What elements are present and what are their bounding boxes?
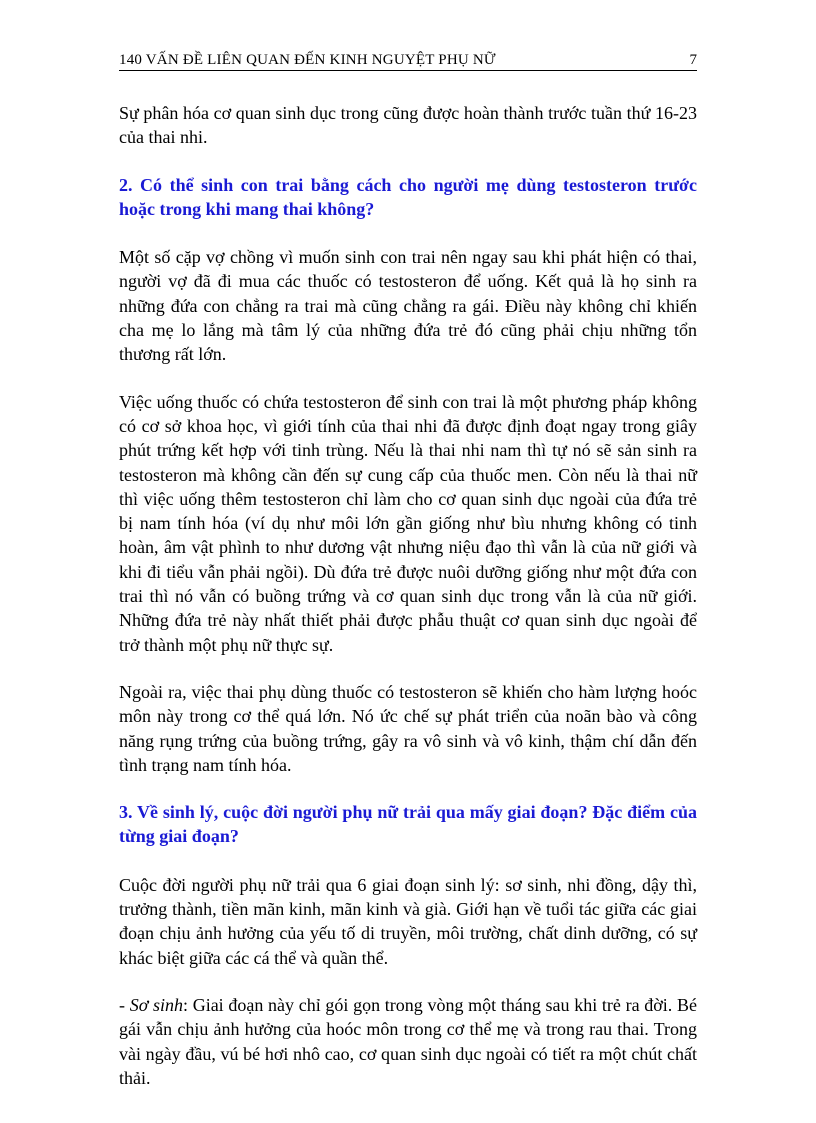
stage-text: : Giai đoạn này chỉ gói gọn trong vòng một tháng sau khi trẻ ra đời. Bé gái vẫn chịu ảnh hưởng của hoóc môn trong cơ thể mẹ và trong rau thai. Trong vài ngày đầu, vú bé hơi nhô cao, cơ quan sinh dục ngoài có tiết ra một chút chất thải. bbox=[119, 994, 697, 1088]
stage-newborn-paragraph bbox=[119, 993, 697, 1090]
running-title: 140 VẤN ĐỀ LIÊN QUAN ĐẾN KINH NGUYỆT PHỤ NỮ bbox=[119, 52, 496, 68]
page-header bbox=[119, 50, 697, 71]
stage-prefix: - bbox=[119, 994, 130, 1015]
q2-paragraph-3: Ngoài ra, việc thai phụ dùng thuốc có testosteron sẽ khiến cho hàm lượng hoóc môn này trong cơ thể quá lớn. Nó ức chế sự phát triển của noãn bào và công năng rụng trứng của buồng trứng, gây ra vô sinh và vô kinh, thậm chí dẫn đến tình trạng nam tính hóa. bbox=[119, 681, 697, 775]
intro-paragraph: Sự phân hóa cơ quan sinh dục trong cũng được hoàn thành trước tuần thứ 16-23 của thai nhi. bbox=[119, 103, 697, 148]
page-number: 7 bbox=[689, 52, 697, 68]
question-2-heading: 2. Có thể sinh con trai bằng cách cho người mẹ dùng testosteron trước hoặc trong khi mang thai không? bbox=[119, 174, 697, 219]
q2-paragraph-2: Việc uống thuốc có chứa testosteron để sinh con trai là một phương pháp không có cơ sở khoa học, vì giới tính của thai nhi đã được định đoạt ngay trong giây phút trứng kết hợp với tinh trùng. Nếu là thai nhi nam thì tự nó sẽ sản sinh ra testosteron mà không cần đến sự cung cấp của thuốc men. Còn nếu là thai nữ thì việc uống thêm testosteron chỉ làm cho cơ quan sinh dục ngoài của đứa trẻ bị nam tính hóa (ví dụ như môi lớn gần giống như bìu nhưng không có tinh hoàn, âm vật phình to như dương vật nhưng niệu đạo thì vẫn là của nữ giới và khi đi tiểu vẫn phải ngồi). Dù đứa trẻ được nuôi dưỡng giống như một đứa con trai thì nó vẫn có buồng trứng và cơ quan sinh dục trong vẫn là của nữ giới. Những đứa trẻ này nhất thiết phải được phẫu thuật cơ quan sinh dục ngoài để trở thành một phụ nữ thực sự. bbox=[119, 391, 697, 655]
q3-paragraph-1: Cuộc đời người phụ nữ trải qua 6 giai đoạn sinh lý: sơ sinh, nhi đồng, dậy thì, trưởng thành, tiền mãn kinh, mãn kinh và già. Giới hạn về tuổi tác giữa các giai đoạn chịu ảnh hưởng của yếu tố di truyền, môi trường, chất dinh dưỡng, có sự khác biệt giữa các cá thể và quần thể. bbox=[119, 874, 697, 968]
page-body bbox=[119, 101, 697, 1113]
question-3-heading: 3. Về sinh lý, cuộc đời người phụ nữ trải qua mấy giai đoạn? Đặc điểm của từng giai đoạn? bbox=[119, 802, 697, 847]
stage-term: Sơ sinh bbox=[129, 994, 183, 1015]
q2-paragraph-1: Một số cặp vợ chồng vì muốn sinh con trai nên ngay sau khi phát hiện có thai, người vợ đã đi mua các thuốc có testosteron để uống. Kết quả là họ sinh ra những đứa con chẳng ra trai mà cũng chẳng ra gái. Điều này không chỉ khiến cha mẹ lo lắng mà tâm lý của những đứa trẻ đó cũng phải chịu những tổn thương rất lớn. bbox=[119, 247, 697, 365]
